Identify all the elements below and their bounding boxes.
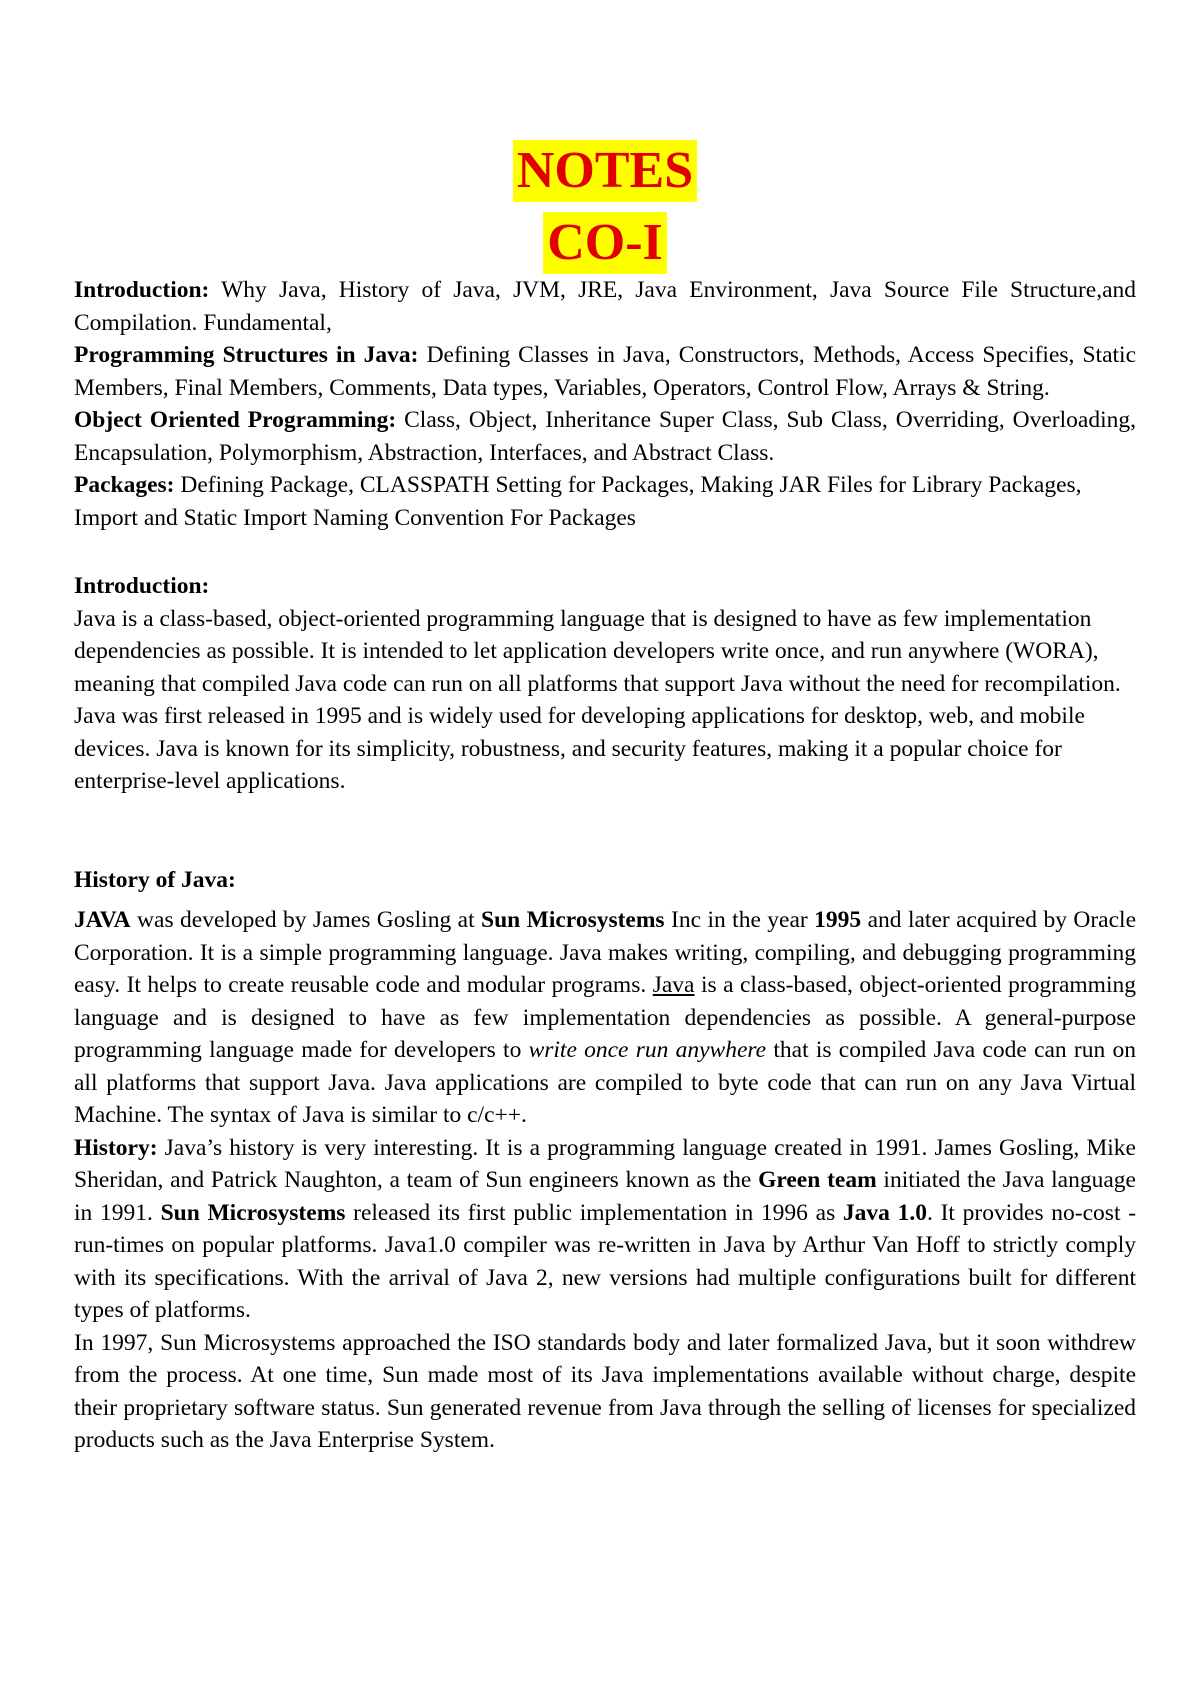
notes-title: NOTES: [513, 140, 697, 202]
title-line-2-wrap: [74, 212, 1136, 274]
syllabus-oop-label: Object Oriented Programming:: [74, 407, 397, 433]
history-paragraph-1: [74, 904, 1136, 1132]
introduction-section: [74, 570, 1136, 798]
history-p1-text: that is compiled Java code can run on all platforms that support Java. Java applications are compiled to byte code that can run on any Java Virtual Machine. The syntax of Java is similar to c/c++.: [74, 1037, 1136, 1128]
syllabus-introduction: [74, 274, 1136, 339]
history-section: [74, 864, 1136, 1457]
history-p1-text: is a class-based, object-oriented programming language and is designed to have as few implementation dependencies as possible. A general-purpose programming language made for developers to: [74, 972, 1136, 1063]
spacer: [74, 798, 1136, 864]
spacer: [74, 534, 1136, 570]
sun-microsystems-bold: Sun Microsystems: [160, 1199, 346, 1226]
history-paragraph-3: In 1997, Sun Microsystems approached the ISO standards body and later formalized Java, but it soon withdrew from the process. At one time, Sun made most of its Java implementations available without charge, despite their proprietary software status. Sun generated revenue from Java through the selling of licenses for specialized products such as the Java Enterprise System.: [74, 1329, 1136, 1453]
syllabus-oop-text: Class, Object, Inheritance Super Class, Sub Class, Overriding, Overloading, Encapsulation, Polymorphism, Abstraction, Interfaces, and Abstract Class.: [74, 407, 1136, 466]
introduction-body: Java is a class-based, object-oriented programming language that is designed to have as few implementation dependencies as possible. It is intended to let application developers write once, and run anywhere (WORA), meaning that compiled Java code can run on all platforms that support Java without the need for recompilation. Java was first released in 1995 and is widely used for developing applications for desktop, web, and mobile devices. Java is known for its simplicity, robustness, and security features, making it a popular choice for enterprise-level applications.: [74, 605, 1121, 794]
history-p2-text: initiated the Java language in 1991.: [74, 1167, 1136, 1226]
syllabus-packages-label: Packages:: [74, 472, 175, 498]
java-link[interactable]: Java: [652, 972, 695, 998]
title-line-1-wrap: [74, 140, 1136, 202]
java-bold: JAVA: [74, 907, 131, 933]
history-label: History:: [74, 1134, 158, 1161]
syllabus-packages: [74, 469, 1136, 534]
syllabus-packages-text: Defining Package, CLASSPATH Setting for Packages, Making JAR Files for Library Packages, Import and Static Import Naming Convention For Packages: [74, 472, 1082, 531]
history-p2-text: Java’s history is very interesting. It is a programming language created in 1991. James Gosling, Mike Sheridan, and Patrick Naughton, a team of Sun engineers known as the: [74, 1134, 1136, 1193]
syllabus-programming-structures-label: Programming Structures in Java:: [74, 342, 419, 368]
syllabus-introduction-label: Introduction:: [74, 277, 210, 303]
co-title: CO-I: [543, 212, 667, 274]
history-p2-text: . It provides no-cost -run-times on popular platforms. Java1.0 compiler was re-written in Java by Arthur Van Hoff to strictly comply with its specifications. With the arrival of Java 2, new versions had multiple configurations built for different types of platforms.: [74, 1199, 1137, 1323]
history-p1-text: and later acquired by Oracle Corporation. It is a simple programming language. Java makes writing, compiling, and debugging programming easy. It helps to create reusable code and modular programs.: [74, 907, 1136, 998]
history-paragraph-2: [74, 1132, 1136, 1327]
history-p1-text: Inc in the year: [664, 907, 815, 933]
green-team-bold: Green team: [758, 1167, 877, 1193]
spacer: [74, 896, 1136, 904]
syllabus-programming-structures: [74, 339, 1136, 404]
history-p2-text: released its first public implementation in 1996 as: [345, 1199, 843, 1226]
introduction-heading: Introduction:: [74, 573, 210, 599]
history-heading: History of Java:: [74, 866, 236, 893]
sun-microsystems-bold: Sun Microsystems: [481, 907, 665, 933]
wora-italic: write once run anywhere: [528, 1037, 767, 1063]
syllabus-oop: [74, 404, 1136, 469]
year-bold: 1995: [814, 907, 862, 933]
java-1-0-bold: Java 1.0: [842, 1199, 928, 1226]
history-p1-text: was developed by James Gosling at: [130, 907, 482, 933]
syllabus-section: [74, 274, 1136, 534]
syllabus-programming-structures-text: Defining Classes in Java, Constructors, Methods, Access Specifies, Static Members, Final Members, Comments, Data types, Variables, Operators, Control Flow, Arrays & String.: [74, 342, 1136, 401]
syllabus-introduction-text: Why Java, History of Java, JVM, JRE, Java Environment, Java Source File Structure,and Compilation. Fundamental,: [74, 277, 1136, 336]
